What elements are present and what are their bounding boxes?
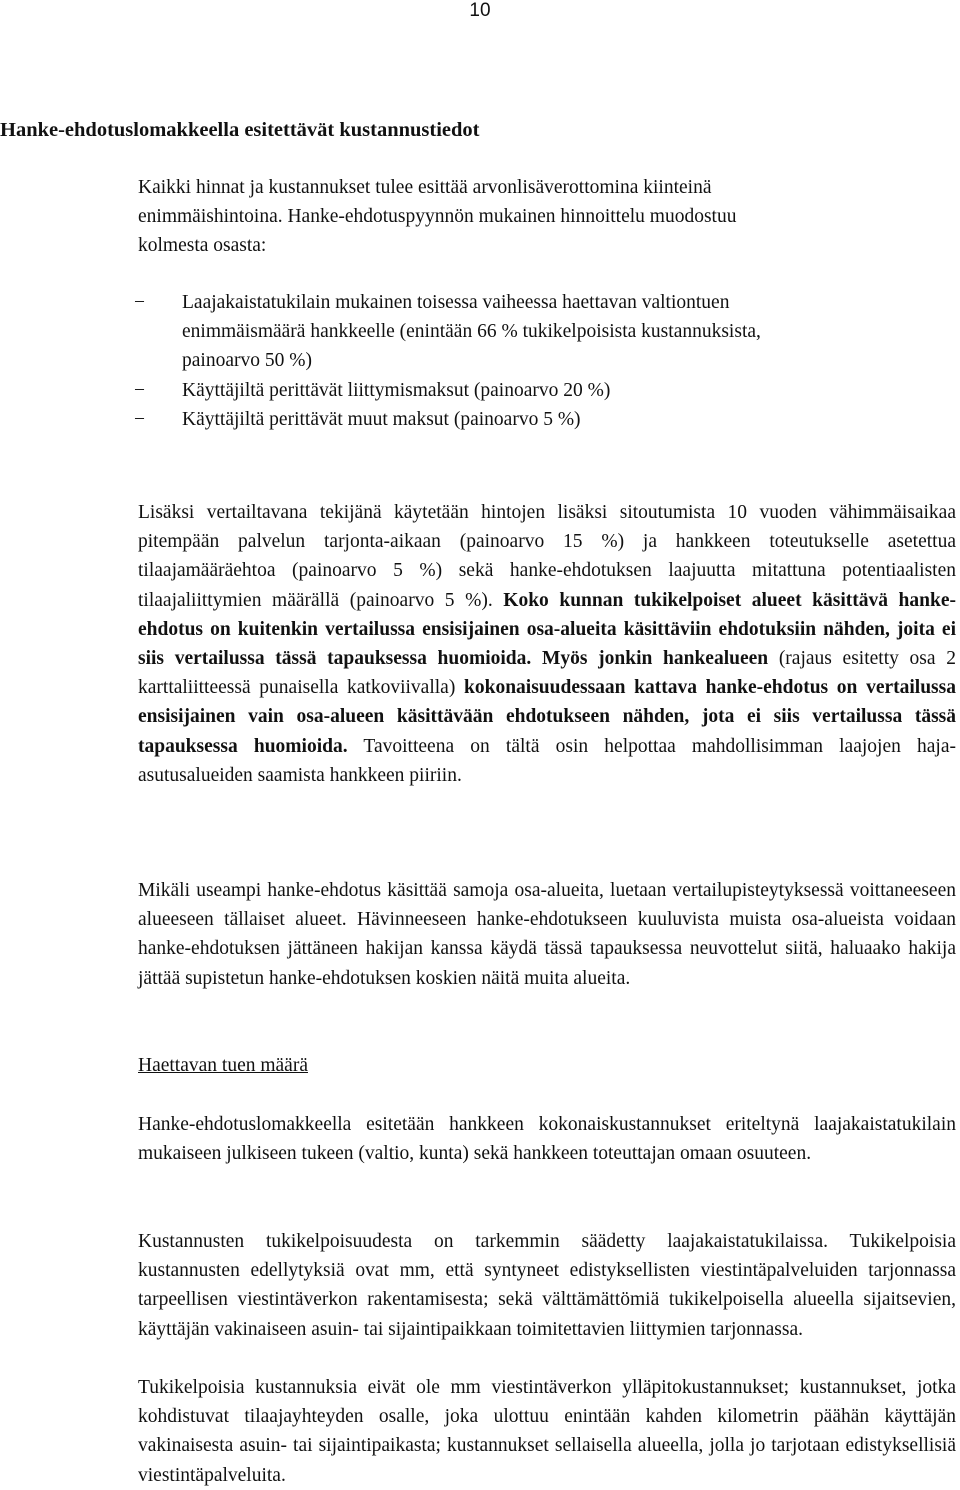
comparison-text-1: Lisäksi vertailtavana tekijänä käytetään hintojen lisäksi sitoutumista 10 vuoden vähimmäisaikaa pitempään palvelun tarjonta-aikaan (painoarvo 15 %) ja hankkeen toteutukselle asetettua tilaajamääräehtoa (painoarvo 5 %) sekä hanke-ehdotuksen laajuutta mitattuna potentiaalisten tilaajaliittymien määrällä (painoarvo 5 %). (138, 502, 956, 611)
intro-line-1: Kaikki hinnat ja kustannukset tulee esittää arvonlisäverottomina kiinteinä (138, 177, 712, 198)
subheading-aid-amount: Haettavan tuen määrä (138, 1055, 308, 1076)
aid-amount-paragraph: Hanke-ehdotuslomakkeella esitetään hankkeen kokonaiskustannukset eriteltynä laajakaistatukilain mukaiseen julkiseen tukeen (valtio, kunta) sekä hankkeen toteuttajan omaan osuuteen. (138, 1114, 956, 1165)
overlap-paragraph: Mikäli useampi hanke-ehdotus käsittää samoja osa-alueita, luetaan vertailupisteytyksessä voittaneeseen alueeseen tällaiset alueet. Hävinneeseen hanke-ehdotukseen kuuluvista muista osa-alueista voidaan hanke-ehdotuksen jättäneen hakijan kanssa käydä tässä tapauksessa neuvottelut siitä, haluaako hakija jättää supistetun hanke-ehdotuksen koskien näitä muita alueita. (138, 880, 956, 989)
bullet-1-line-1: Laajakaistatukilain mukainen toisessa vaiheessa haettavan valtiontuen (182, 292, 730, 313)
list-item (134, 405, 956, 434)
dash-bullet-icon: − (134, 292, 145, 313)
page-number: 10 (469, 0, 491, 21)
bullet-1-line-2: enimmäismäärä hankkeelle (enintään 66 % tukikelpoisista kustannuksista, (182, 321, 761, 343)
bullet-1-line-3: painoarvo 50 %) (182, 350, 312, 372)
comparison-text-3: Tavoitteena on tältä osin helpottaa mahdollisimman laajojen haja-asutusalueiden saamista hankkeen piiriin. (138, 735, 956, 786)
eligibility-paragraph: Kustannusten tukikelpoisuudesta on tarkemmin säädetty laajakaistatukilaissa. Tukikelpoisia kustannusten edellytyksiä ovat mm, että syntyneet edistyksellisten viestintäpalveluiden tarjonnassa tarpeellisen viestintäverkon rakentamisesta; sekä välttämättömiä tukikelpoisella alueella sijaitsevien, käyttäjän vakinaiseen asuin- tai sijaintipaikkaan toimitettavien liittymien tarjonnassa. (138, 1231, 956, 1340)
list-item (134, 288, 956, 376)
comparison-emphasis-2: kokonaisuudessaan kattava hanke-ehdotus on vertailussa ensisijainen vain osa-alueen käsittävään ehdotukseen nähden, jota ei siis vertailussa tässä tapauksessa huomioida. (138, 677, 956, 757)
intro-line-2: enimmäishintoina. Hanke-ehdotuspyynnön mukainen hinnoittelu muodostuu (138, 206, 737, 228)
comparison-text-2: (rajaus esitetty osa 2 karttaliitteessä punaisella katkoviivalla) (138, 648, 956, 699)
list-item (134, 376, 956, 405)
intro-paragraph (138, 173, 956, 261)
bullet-2-text: Käyttäjiltä perittävät liittymismaksut (painoarvo 20 %) (182, 379, 611, 401)
comparison-emphasis-1: Koko kunnan tukikelpoiset alueet käsittävä hanke-ehdotus on kuitenkin vertailussa ensisijainen osa-alueita käsittäviin ehdotuksiin nähden, joita ei siis vertailussa tässä tapauksessa huomioida. Myös jonkin hankealueen (138, 589, 956, 670)
bullet-3-text: Käyttäjiltä perittävät muut maksut (painoarvo 5 %) (182, 408, 581, 430)
cost-component-list (134, 288, 956, 434)
dash-bullet-icon: − (134, 408, 145, 430)
non-eligible-paragraph: Tukikelpoisia kustannuksia eivät ole mm viestintäverkon ylläpitokustannukset; kustannukset, jotka kohdistuvat tilaajayhteyden osalle, joka ulottuu enintään kahden kilometrin päähän käyttäjän vakinaisesta asuin- tai sijaintipaikasta; kustannukset sellaisella alueella, jolla jo tarjotaan edistyksellisiä viestintäpalveluita. (138, 1377, 956, 1486)
section-heading: Hanke-ehdotuslomakkeella esitettävät kustannustiedot (0, 119, 480, 141)
intro-line-3: kolmesta osasta: (138, 235, 267, 257)
comparison-paragraph (138, 498, 956, 790)
dash-bullet-icon: − (134, 379, 145, 401)
